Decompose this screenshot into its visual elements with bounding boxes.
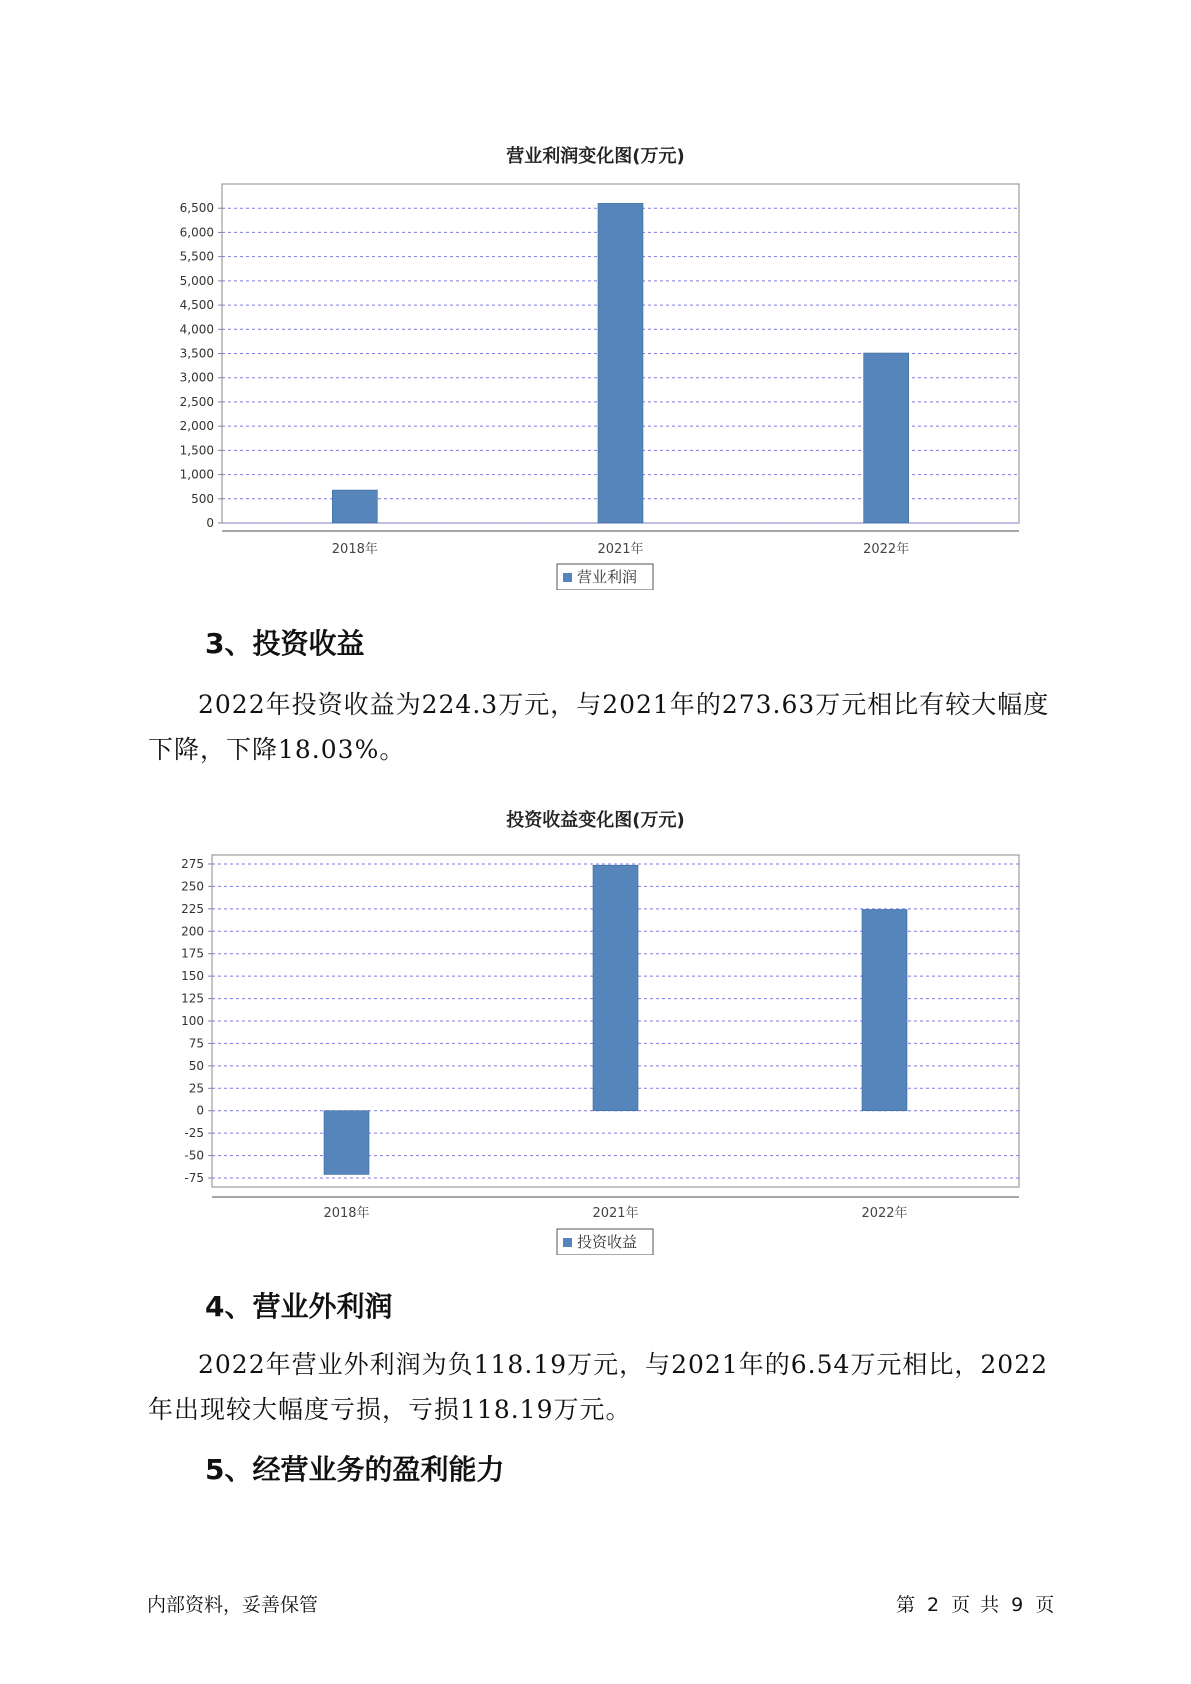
y-tick-label: 100 [181, 1014, 204, 1028]
y-tick-label: 25 [188, 1081, 204, 1096]
y-tick-label: 0 [196, 1103, 204, 1118]
bar [324, 1111, 369, 1175]
y-tick-label: -75 [184, 1171, 204, 1186]
legend-label: 营业利润 [577, 568, 638, 586]
y-tick-label: 5,000 [179, 273, 214, 288]
page-indicator [890, 1590, 1060, 1617]
y-tick-label: 200 [181, 924, 204, 939]
confidential-notice: 内部资料，妥善保管 [147, 1594, 319, 1616]
chart-title-operating-profit: 营业利润变化图(万元) [506, 146, 685, 167]
y-tick-label: 175 [181, 946, 204, 961]
y-tick-label: 125 [181, 991, 204, 1006]
legend-label: 投资收益 [577, 1233, 638, 1251]
y-tick-label: 6,000 [179, 225, 214, 240]
heading-nonoperating-profit: 4、营业外利润 [205, 1290, 393, 1323]
y-tick-label: 225 [181, 901, 204, 916]
legend-swatch [563, 573, 572, 582]
y-tick-label: 5,500 [179, 249, 214, 264]
bar [598, 203, 643, 523]
bar [332, 490, 377, 523]
y-tick-label: 2,500 [179, 394, 214, 409]
page-mid: 页 共 [951, 1594, 1000, 1616]
x-tick-label: 2022年 [861, 1206, 908, 1221]
legend-swatch [563, 1238, 572, 1247]
y-tick-label: 3,500 [179, 346, 214, 361]
x-tick-label: 2018年 [323, 1206, 370, 1221]
y-tick-label: 1,000 [179, 467, 214, 482]
y-tick-label: 250 [181, 879, 204, 894]
y-tick-label: 4,500 [179, 298, 214, 313]
y-tick-label: 0 [206, 516, 214, 530]
page-prefix: 第 [896, 1594, 916, 1616]
y-tick-label: 3,000 [179, 370, 214, 385]
y-tick-label: 150 [181, 969, 204, 984]
bar [862, 909, 907, 1110]
operating-profit-chart [0, 170, 1191, 590]
y-tick-label: 6,500 [179, 201, 214, 216]
page-total: 9 [1011, 1594, 1024, 1616]
y-tick-label: 2,000 [179, 419, 214, 434]
page-number: 2 [927, 1594, 940, 1616]
x-tick-label: 2018年 [331, 542, 378, 557]
y-tick-label: 275 [181, 856, 204, 871]
y-tick-label: 1,500 [179, 443, 214, 458]
x-tick-label: 2021年 [597, 542, 644, 557]
y-tick-label: 500 [191, 491, 214, 506]
bar [593, 865, 638, 1111]
paragraph-investment-income: 2022年投资收益为224.3万元，与2021年的273.63万元相比有较大幅度下降，下降18.03%。 [148, 690, 1050, 764]
y-tick-label: 50 [188, 1058, 204, 1073]
y-tick-label: 75 [188, 1036, 204, 1051]
heading-investment-income: 3、投资收益 [205, 627, 365, 660]
chart-title-investment-income: 投资收益变化图(万元) [506, 810, 685, 831]
x-tick-label: 2021年 [592, 1206, 639, 1221]
y-tick-label: 4,000 [179, 322, 214, 337]
x-tick-label: 2022年 [863, 542, 910, 557]
y-tick-label: -25 [184, 1126, 204, 1141]
heading-operating-profitability: 5、经营业务的盈利能力 [205, 1453, 505, 1486]
bar [864, 353, 909, 523]
page-suffix: 页 [1035, 1594, 1055, 1616]
paragraph-nonoperating-profit: 2022年营业外利润为负118.19万元，与2021年的6.54万元相比，2022年出现较大幅度亏损，亏损118.19万元。 [148, 1350, 1049, 1424]
y-tick-label: -50 [184, 1148, 204, 1163]
investment-income-chart [0, 835, 1191, 1255]
